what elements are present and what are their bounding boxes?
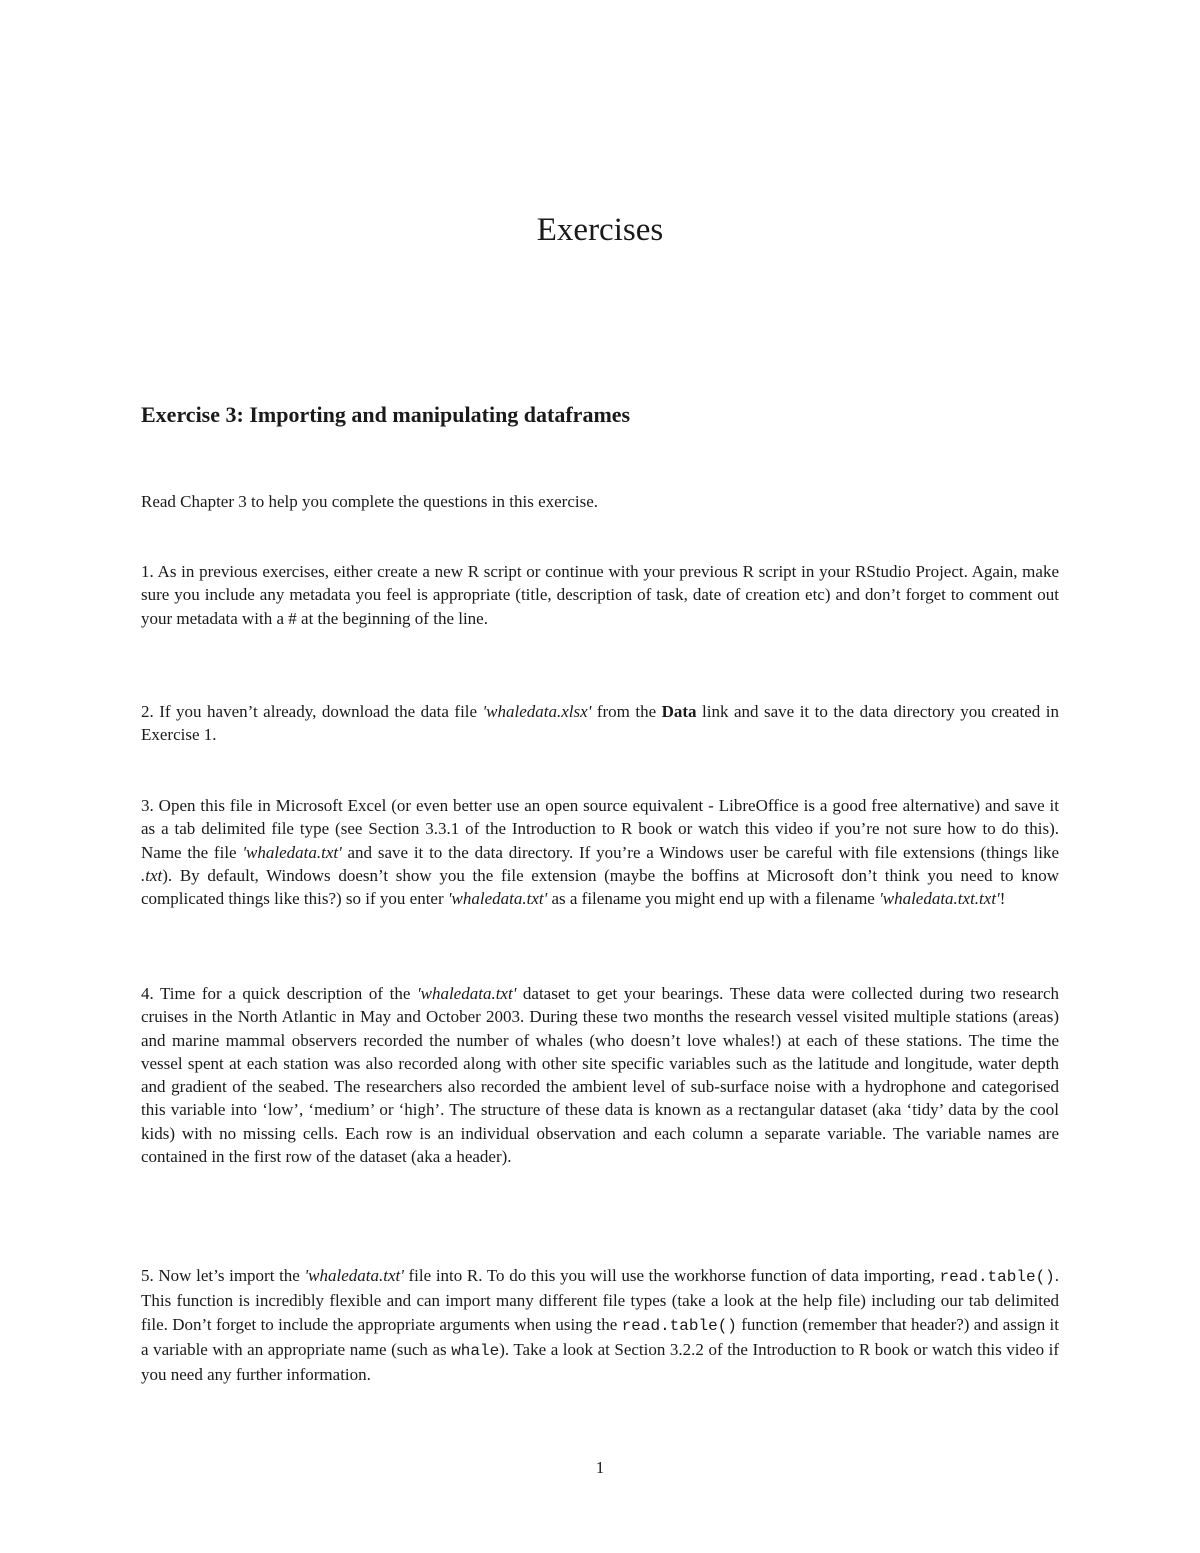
question-2-text: from the <box>591 702 662 721</box>
filename: 'whaledata.txt' <box>447 889 548 909</box>
code-read-table: read.table() <box>621 1316 737 1335</box>
question-5-text: file into R. To do this you will use the workhorse function of data importing, <box>403 1266 940 1285</box>
filename: 'whaledata.xlsx' <box>482 702 592 721</box>
question-5 <box>141 1264 1059 1386</box>
question-3-text: as a filename you might end up with a filename <box>547 889 880 909</box>
filename: 'whaledata.txt' <box>416 984 517 1003</box>
question-4-text: 4. Time for a quick description of the <box>141 984 417 1003</box>
question-5-text: ). Take a look at Section 3.2.2 of the Introduction to R book or watch this video if you need any further information. <box>141 1339 1060 1385</box>
question-2 <box>141 700 1059 747</box>
file-extension: .txt <box>141 865 163 885</box>
filename: 'whaledata.txt.txt' <box>879 889 1000 909</box>
question-3-text: and save it to the data directory. If you’re a Windows user be careful with file extensions (things like <box>341 842 1059 862</box>
question-1-text: 1. As in previous exercises, either create a new R script or continue with your previous R script in your RStudio Project. Again, make sure you include any metadata you feel is appropriate (title, description of task, date of creation etc) and don’t forget to comment out your metadata with a # at the beginning of the line. <box>141 562 1059 628</box>
question-5-text: function (remember that header?) and assign it a variable with an appropriate name (such as <box>141 1314 1059 1359</box>
question-4-text: dataset to get your bearings. These data were collected during two research cruises in the North Atlantic in May and October 2003. During these two months the research vessel visited multiple stations (areas) and marine mammal observers recorded the number of whales (who doesn’t love whales!) at each of these stations. The time the vessel spent at each station was also recorded along with other site specific variables such as the latitude and longitude, water depth and gradient of the seabed. The researchers also recorded the ambient level of sub-surface noise with a hydrophone and categorised this variable into ‘low’, ‘medium’ or ‘high’. The structure of these data is known as a rectangular dataset (aka ‘tidy’ data by the cool kids) with no missing cells. Each row is an individual observation and each column a separate variable. The variable names are contained in the first row of the dataset (aka a header). <box>141 984 1059 1167</box>
code-whale: whale <box>451 1341 500 1360</box>
data-link[interactable]: Data <box>661 702 697 721</box>
intro-paragraph: Read Chapter 3 to help you complete the questions in this exercise. <box>141 492 598 511</box>
page-number: 1 <box>595 1458 605 1477</box>
question-3-text: ! <box>999 889 1006 909</box>
question-3-text: 3. Open this file in Microsoft Excel (or even better use an open source equivalent - LibreOffice is a good free alternative) and save it as a tab delimited file type (see Section 3.3.1 of the Introduction to R book or watch this video if you’re not sure how to do this). Name the file <box>141 796 1059 862</box>
exercise-heading: Exercise 3: Importing and manipulating dataframes <box>141 402 631 427</box>
question-5-text: . This function is incredibly flexible and can import many different file types (take a look at the help file) including our tab delimited file. Don’t forget to include the appropriate arguments when using the <box>141 1266 1060 1334</box>
question-4 <box>141 982 1059 1168</box>
filename: 'whaledata.txt' <box>242 842 342 862</box>
question-5-text: 5. Now let’s import the <box>141 1266 305 1285</box>
question-3-text: ). By default, Windows doesn’t show you the file extension (maybe the boffins at Microsoft don’t think you need to know complicated things like this?) so if you enter <box>141 865 1059 909</box>
filename: 'whaledata.txt' <box>304 1266 404 1285</box>
question-2-text: link and save it to the data directory you created in Exercise 1. <box>141 702 1059 745</box>
code-read-table: read.table() <box>939 1268 1055 1286</box>
page-title: Exercises <box>536 212 664 248</box>
question-3 <box>141 794 1059 910</box>
question-2-text: 2. If you haven’t already, download the data file <box>141 702 483 721</box>
question-1 <box>141 560 1059 630</box>
